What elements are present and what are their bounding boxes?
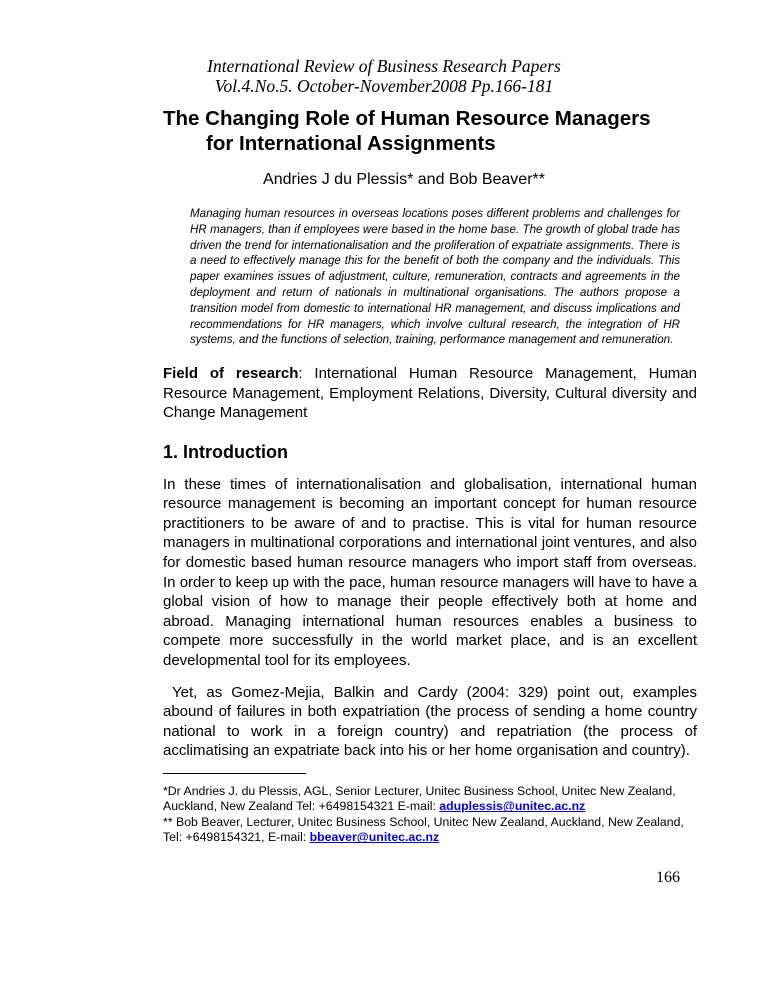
field-of-research xyxy=(163,364,697,423)
abstract: Managing human resources in overseas locations poses different problems and challenges for HR managers, than if employees were based in the home base. The growth of global trade has driven the trend for internationalisation and the proliferation of expatriate assignments. There is a need to effectively manage this for the benefit of both the company and the individuals. This paper examines issues of adjustment, culture, remuneration, contracts and agreements in the deployment and return of nationals in multinational organisations. The authors propose a transition model from domestic to international HR management, and discuss implications and recommendations for HR managers, which involve cultural research, the integration of HR systems, and the functions of selection, training, performance management and remuneration. xyxy=(190,207,680,347)
paragraph-2: Yet, as Gomez-Mejia, Balkin and Cardy (2004: 329) point out, examples abound of failures in both expatriation (the process of sending a home country national to work in a foreign country) and repatriation (the process of acclimatising an expatriate back into his or her home organisation and country). xyxy=(163,683,702,760)
title-line-1: The Changing Role of Human Resource Managers xyxy=(163,107,651,130)
footnote-divider xyxy=(163,773,306,774)
title-line-2: for International Assignments xyxy=(206,132,496,155)
footnote-2-text: ** Bob Beaver, Lecturer, Unitec Business School, Unitec New Zealand, Auckland, New Zealand, Tel: +6498154321, E-mail: xyxy=(163,814,684,845)
page-number: 166 xyxy=(656,868,680,886)
email-link-1[interactable]: aduplessis@unitec.ac.nz xyxy=(439,799,586,814)
footnote-1 xyxy=(163,784,697,815)
footnote-1-text: *Dr Andries J. du Plessis, AGL, Senior Lecturer, Unitec Business School, Unitec New Zealand, Auckland, New Zealand Tel: +6498154321 E-mail: xyxy=(163,783,676,814)
journal-issue: Vol.4.No.5. October-November2008 Pp.166-181 xyxy=(214,76,554,96)
footnotes xyxy=(163,784,697,846)
email-link-2[interactable]: bbeaver@unitec.ac.nz xyxy=(309,830,440,845)
paper-title xyxy=(163,106,697,156)
footnote-2 xyxy=(163,815,697,846)
section-heading: 1. Introduction xyxy=(163,441,288,462)
paragraph-1: In these times of internationalisation and globalisation, international human resource management is becoming an important concept for human resource practitioners to be aware of and to practise. This is vital for human resource managers in multinational corporations and international joint ventures, and also for domestic based human resource managers who import staff from overseas. In order to keep up with the pace, human resource managers will have to have a global vision of how to manage their people effectively both at home and abroad. Managing international human resources enables a business to compete more successfully in the world market place, and is an excellent developmental tool for its employees. xyxy=(163,475,697,670)
journal-name: International Review of Business Research Papers xyxy=(207,56,561,76)
journal-header xyxy=(0,56,768,96)
field-text: : International Human Resource Management, Human Resource Management, Employment Relations, Diversity, Cultural diversity and Change Management xyxy=(163,365,697,422)
field-label: Field of research xyxy=(163,365,299,383)
authors: Andries J du Plessis* and Bob Beaver** xyxy=(263,171,545,188)
